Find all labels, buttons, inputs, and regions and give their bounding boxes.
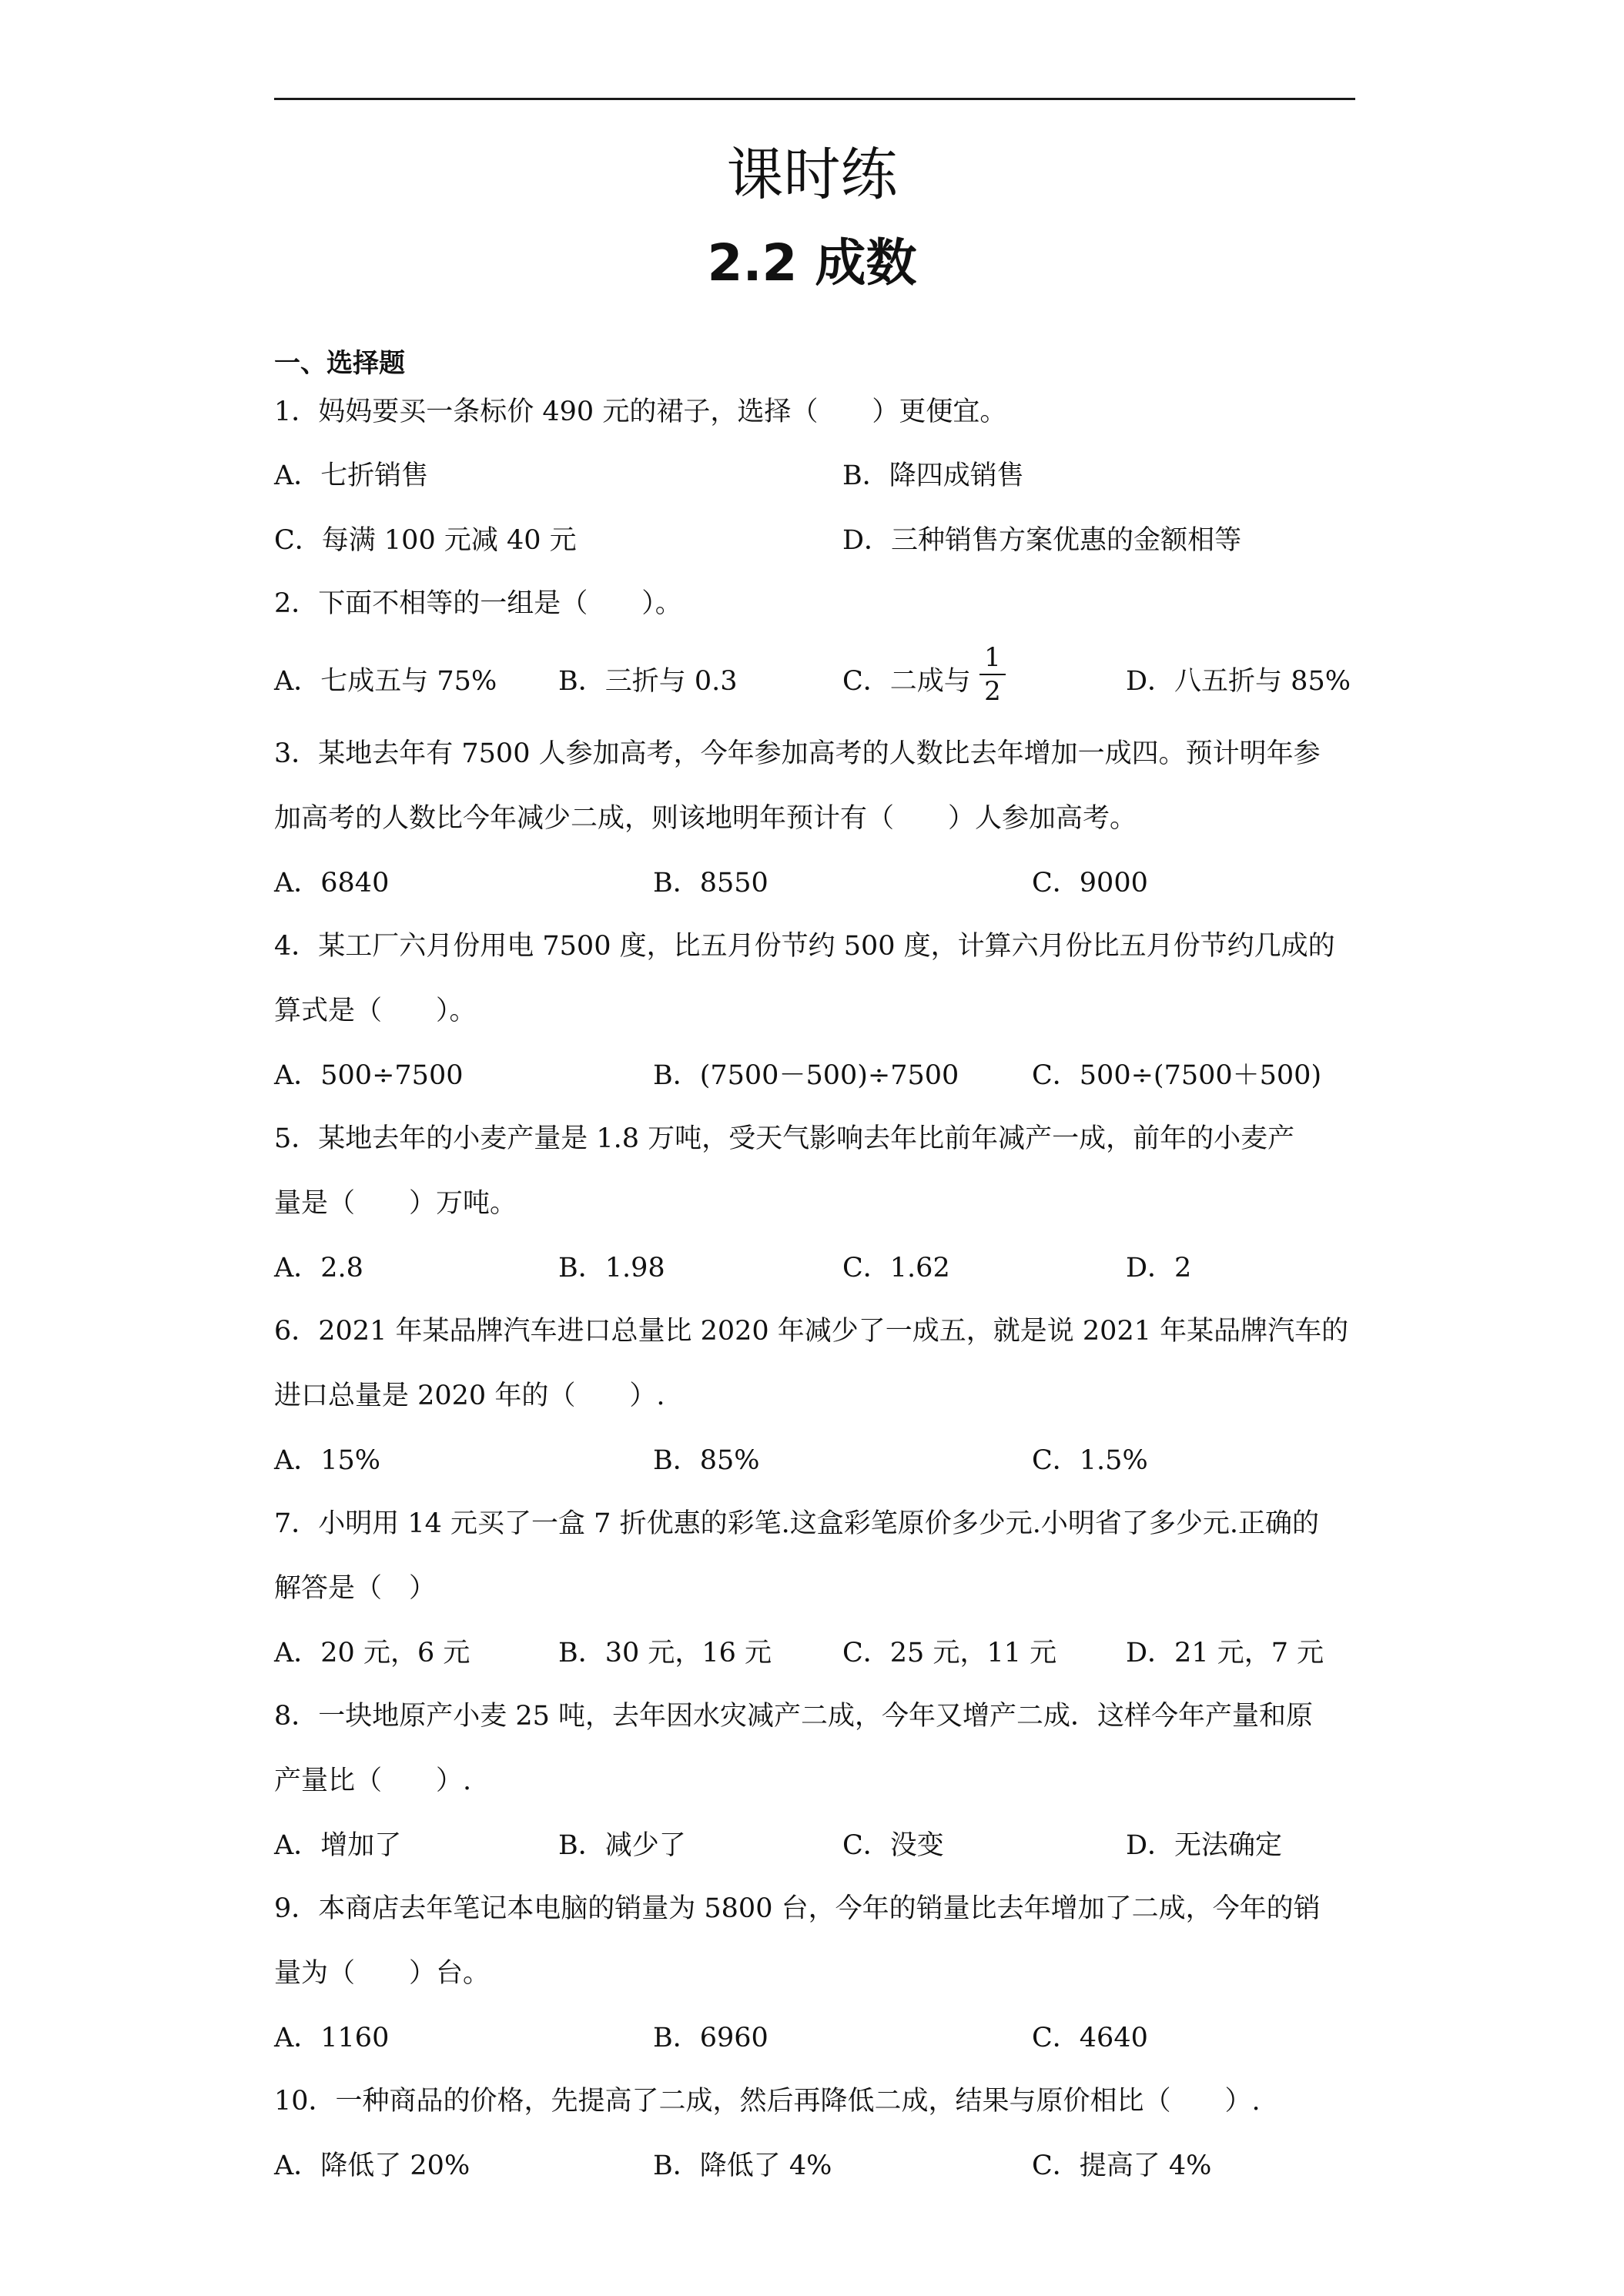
- q6-option-b: B．85%: [653, 1445, 760, 1476]
- fraction-denominator: 2: [984, 676, 1001, 707]
- q2-option-c: C．二成与: [842, 666, 971, 697]
- q6-option-c: C．1.5%: [1032, 1445, 1148, 1476]
- q8-option-a: A．增加了: [274, 1830, 402, 1861]
- q2-option-d: D．八五折与 85%: [1126, 666, 1351, 697]
- question-7-text-line1: 7．小明用 14 元买了一盒 7 折优惠的彩笔.这盒彩笔原价多少元.小明省了多少元.正确的: [274, 1508, 1319, 1539]
- q3-option-b: B．8550: [653, 868, 768, 899]
- q10-option-b: B．降低了 4%: [653, 2150, 832, 2181]
- q1-option-a: A．七折销售: [274, 460, 429, 491]
- q5-option-b: B．1.98: [558, 1253, 665, 1284]
- q5-option-c: C．1.62: [842, 1253, 950, 1284]
- q7-option-c: C．25 元，11 元: [842, 1638, 1057, 1668]
- q5-option-d: D．2: [1126, 1253, 1192, 1284]
- q2-option-b: B．三折与 0.3: [558, 666, 738, 697]
- question-8-text-line1: 8．一块地原产小麦 25 吨，去年因水灾减产二成，今年又增产二成．这样今年产量和原: [274, 1701, 1314, 1732]
- fraction-bar: [979, 674, 1006, 675]
- q1-option-c: C．每满 100 元减 40 元: [274, 525, 577, 556]
- q4-option-c: C．500÷(7500＋500): [1032, 1060, 1322, 1091]
- q10-option-c: C．提高了 4%: [1032, 2150, 1212, 2181]
- q8-option-d: D．无法确定: [1126, 1830, 1283, 1861]
- q6-option-a: A．15%: [274, 1445, 381, 1476]
- question-4-text-line1: 4．某工厂六月份用电 7500 度，比五月份节约 500 度，计算六月份比五月份节约几成的: [274, 931, 1335, 962]
- question-4-text-line2: 算式是（ ）。: [274, 996, 477, 1026]
- question-3-text-line1: 3．某地去年有 7500 人参加高考，今年参加高考的人数比去年增加一成四。预计明年参: [274, 738, 1321, 769]
- question-10-text: 10．一种商品的价格，先提高了二成，然后再降低二成，结果与原价相比（ ）.: [274, 2086, 1261, 2117]
- question-7-text-line2: 解答是（ ）: [274, 1573, 437, 1604]
- q8-option-b: B．减少了: [558, 1830, 686, 1861]
- q7-option-d: D．21 元，7 元: [1126, 1638, 1324, 1668]
- section-title: 一、选择题: [274, 348, 405, 379]
- q2-option-a: A．七成五与 75%: [274, 666, 497, 697]
- q8-option-c: C．没变: [842, 1830, 944, 1861]
- q4-option-b: B．(7500－500)÷7500: [653, 1060, 959, 1091]
- q3-option-a: A．6840: [274, 868, 390, 899]
- question-6-text-line2: 进口总量是 2020 年的（ ）.: [274, 1381, 665, 1411]
- question-9-text-line2: 量为（ ）台。: [274, 1958, 491, 1989]
- question-8-text-line2: 产量比（ ）.: [274, 1766, 472, 1796]
- q10-option-a: A．降低了 20%: [274, 2150, 470, 2181]
- question-3-text-line2: 加高考的人数比今年减少二成，则该地明年预计有（ ）人参加高考。: [274, 803, 1137, 834]
- q9-option-c: C．4640: [1032, 2023, 1148, 2053]
- fraction-numerator: 1: [984, 642, 1001, 673]
- question-6-text-line1: 6．2021 年某品牌汽车进口总量比 2020 年减少了一成五，就是说 2021 年某品牌汽车的: [274, 1316, 1349, 1347]
- question-1-text: 1．妈妈要买一条标价 490 元的裙子，选择（ ）更便宜。: [274, 397, 1007, 427]
- question-5-text-line2: 量是（ ）万吨。: [274, 1188, 517, 1219]
- q3-option-c: C．9000: [1032, 868, 1148, 899]
- q9-option-a: A．1160: [274, 2023, 390, 2053]
- q9-option-b: B．6960: [653, 2023, 768, 2053]
- page-title: 课时练: [726, 142, 898, 208]
- q1-option-b: B．降四成销售: [842, 460, 1024, 491]
- question-2-text: 2．下面不相等的一组是（ ）。: [274, 588, 682, 619]
- q7-option-b: B．30 元，16 元: [558, 1638, 772, 1668]
- header-rule: [274, 98, 1355, 100]
- q7-option-a: A．20 元，6 元: [274, 1638, 470, 1668]
- fraction-one-half: [979, 644, 1006, 705]
- question-5-text-line1: 5．某地去年的小麦产量是 1.8 万吨，受天气影响去年比前年减产一成，前年的小麦产: [274, 1123, 1295, 1154]
- q5-option-a: A．2.8: [274, 1253, 363, 1284]
- page-subtitle: 2.2 成数: [707, 233, 917, 293]
- question-9-text-line1: 9．本商店去年笔记本电脑的销量为 5800 台，今年的销量比去年增加了二成，今年的销: [274, 1893, 1321, 1924]
- q1-option-d: D．三种销售方案优惠的金额相等: [842, 525, 1242, 556]
- q4-option-a: A．500÷7500: [274, 1060, 464, 1091]
